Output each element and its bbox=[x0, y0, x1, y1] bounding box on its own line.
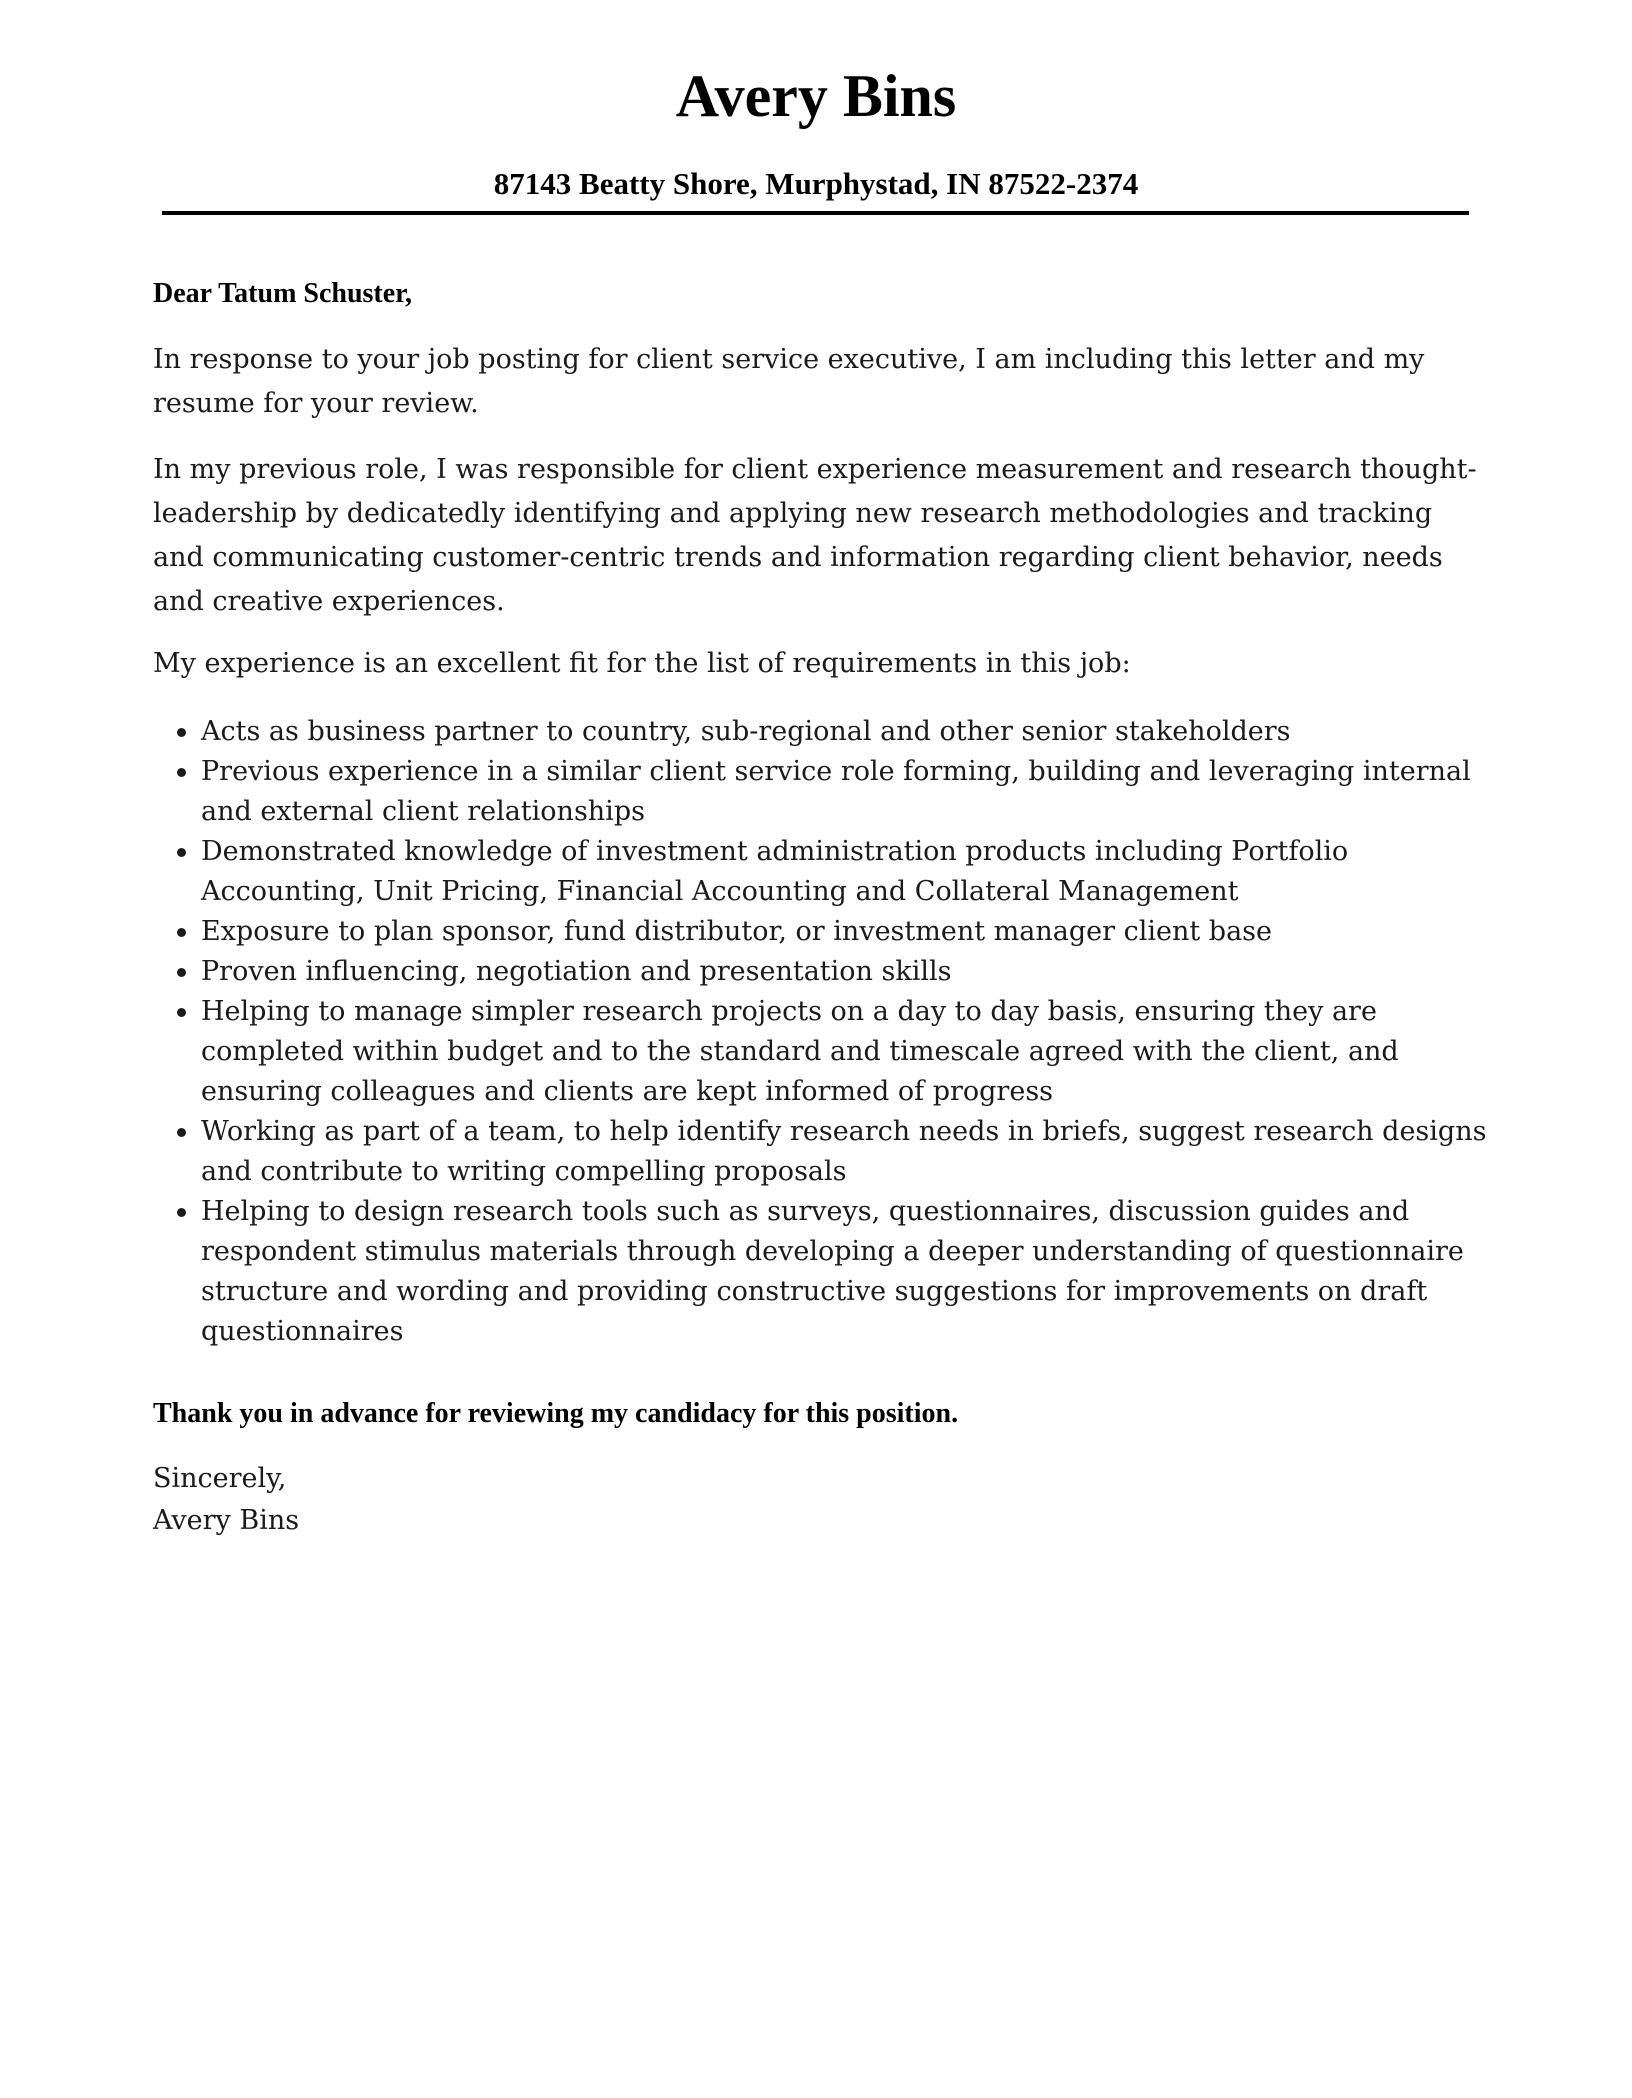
requirement-text: Demonstrated knowledge of investment administration products including Portfolio Accounting, Unit Pricing, Financial Accounting and Collateral Management bbox=[201, 836, 1349, 907]
signoff-block bbox=[153, 1458, 299, 1542]
bullet-icon bbox=[177, 1208, 186, 1217]
intro-paragraph: In response to your job posting for client service executive, I am including this letter and my resume for your review. bbox=[153, 344, 1425, 419]
bullet-icon bbox=[177, 928, 186, 937]
requirement-text: Exposure to plan sponsor, fund distributor, or investment manager client base bbox=[201, 916, 1273, 947]
requirement-item bbox=[153, 912, 1498, 952]
requirement-item bbox=[153, 1192, 1498, 1352]
bullet-icon bbox=[177, 1128, 186, 1137]
requirement-text: Helping to manage simpler research projects on a day to day basis, ensuring they are completed within budget and to the standard and timescale agreed with the client, and ensuring colleagues and clients are kept informed of progress bbox=[201, 996, 1399, 1107]
requirement-text: Working as part of a team, to help identify research needs in briefs, suggest research designs and contribute to writing compelling proposals bbox=[201, 1116, 1487, 1187]
closing-statement: Thank you in advance for reviewing my candidacy for this position. bbox=[153, 1398, 959, 1429]
requirement-item bbox=[153, 1112, 1498, 1192]
requirement-text: Previous experience in a similar client service role forming, building and leveraging internal and external client relationships bbox=[201, 756, 1471, 827]
bullet-icon bbox=[177, 848, 186, 857]
bullet-icon bbox=[177, 1008, 186, 1017]
requirement-text: Proven influencing, negotiation and presentation skills bbox=[201, 956, 952, 987]
bullet-icon bbox=[177, 768, 186, 777]
requirements-intro-paragraph: My experience is an excellent fit for the list of requirements in this job: bbox=[153, 648, 1131, 679]
applicant-name-heading: Avery Bins bbox=[675, 63, 957, 129]
bullet-icon bbox=[177, 968, 186, 977]
requirement-item bbox=[153, 992, 1498, 1112]
requirements-list bbox=[153, 712, 1498, 1352]
requirement-text: Helping to design research tools such as surveys, questionnaires, discussion guides and respondent stimulus materials through developing a deeper understanding of questionnaire structure and wording and providing constructive suggestions for improvements on draft questionnaires bbox=[201, 1196, 1464, 1347]
requirement-text: Acts as business partner to country, sub-regional and other senior stakeholders bbox=[201, 716, 1291, 747]
signoff-text: Sincerely, bbox=[153, 1463, 287, 1494]
experience-paragraph: In my previous role, I was responsible for client experience measurement and research thought-leadership by dedicatedly identifying and applying new research methodologies and tracking and communicating customer-centric trends and information regarding client behavior, needs and creative experiences. bbox=[153, 454, 1477, 617]
applicant-address: 87143 Beatty Shore, Murphystad, IN 87522-2374 bbox=[493, 166, 1139, 201]
signature-name: Avery Bins bbox=[153, 1505, 300, 1536]
letter-greeting: Dear Tatum Schuster, bbox=[153, 278, 413, 309]
bullet-icon bbox=[177, 728, 186, 737]
requirement-item bbox=[153, 952, 1498, 992]
requirement-item bbox=[153, 752, 1498, 832]
requirement-item bbox=[153, 712, 1498, 752]
requirement-item bbox=[153, 832, 1498, 912]
header-divider bbox=[162, 211, 1469, 215]
